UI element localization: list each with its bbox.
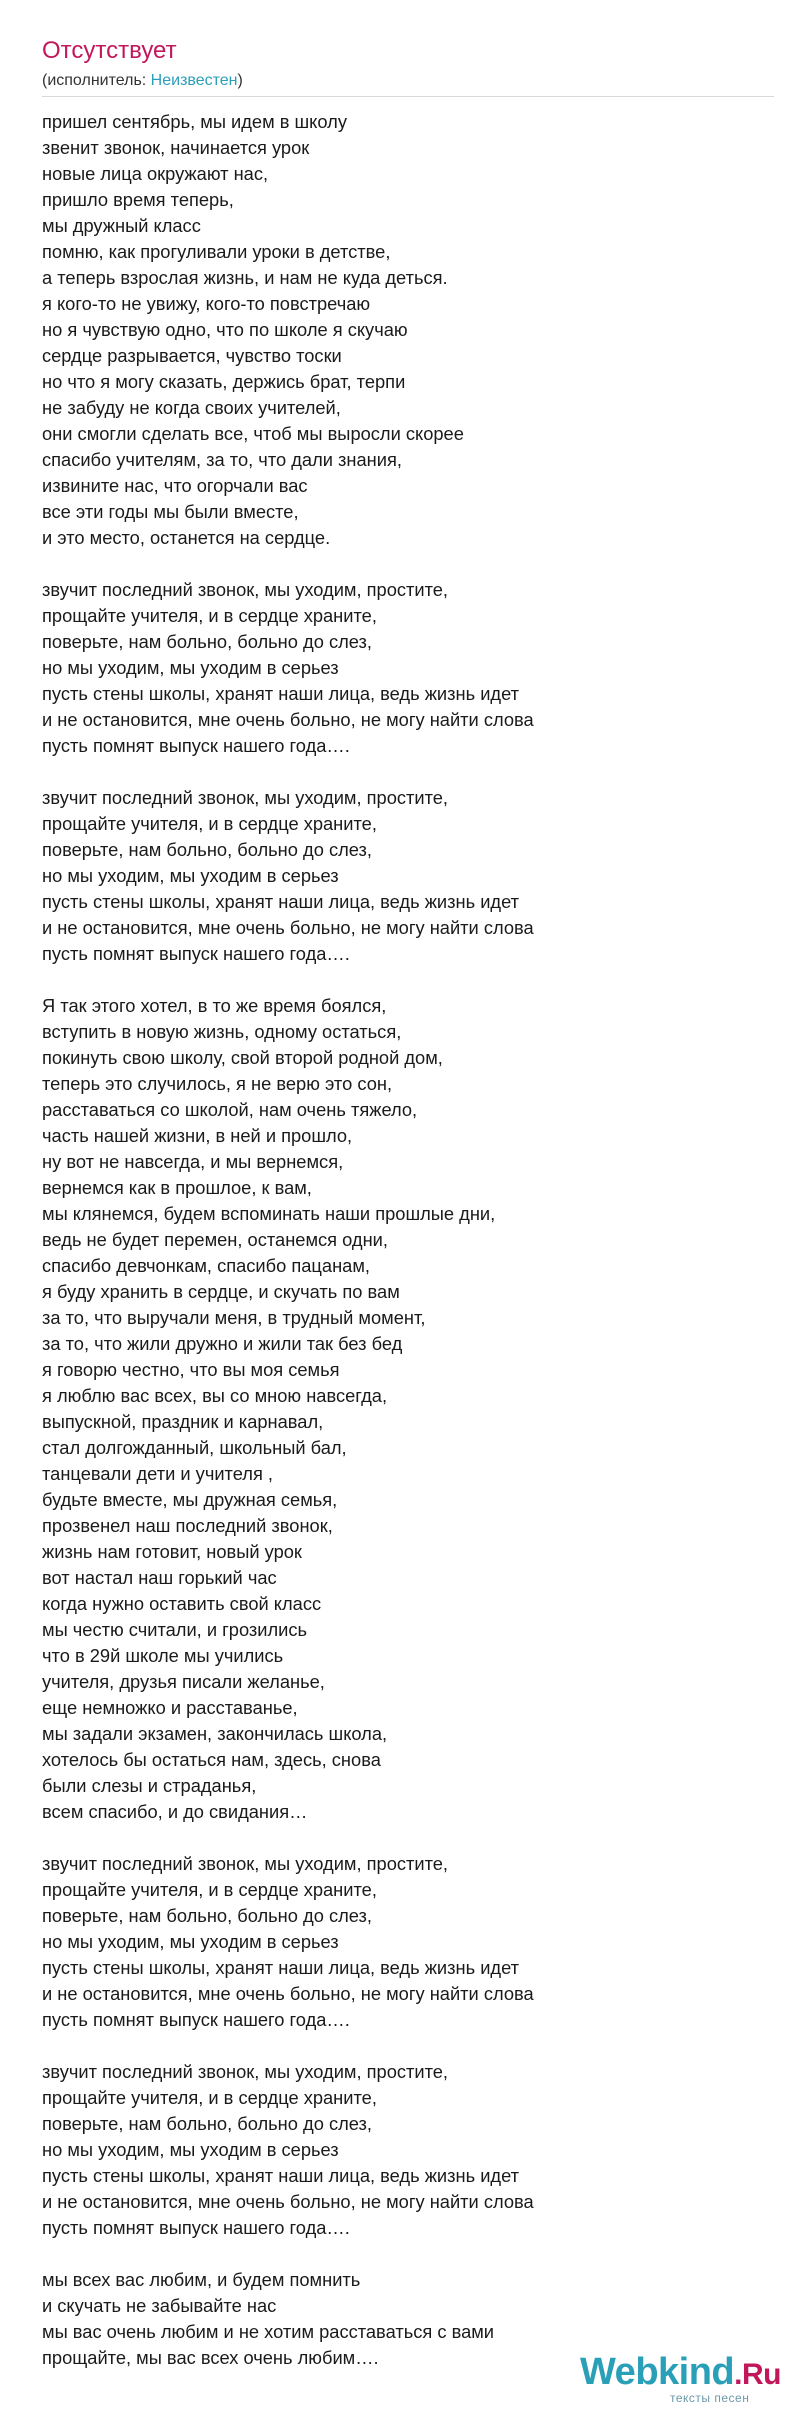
lyric-line: поверьте, нам больно, больно до слез, (42, 2113, 372, 2134)
lyric-line: я говорю честно, что вы моя семья (42, 1359, 340, 1380)
lyric-line: вот настал наш горький час (42, 1567, 277, 1588)
lyric-line: когда нужно оставить свой класс (42, 1593, 322, 1614)
lyrics-text (42, 109, 782, 2371)
lyric-line: я буду хранить в сердце, и скучать по вам (42, 1281, 400, 1302)
lyric-line: прощайте учителя, и в сердце храните, (42, 605, 377, 626)
lyric-line: мы всех вас любим, и будем помнить (42, 2269, 361, 2290)
lyric-line: но мы уходим, мы уходим в серьез (42, 2139, 339, 2160)
lyric-line: пусть помнят выпуск нашего года…. (42, 2009, 350, 2030)
lyric-line: прозвенел наш последний звонок, (42, 1515, 333, 1536)
lyrics-stanza (42, 109, 782, 551)
lyric-line: звенит звонок, начинается урок (42, 137, 310, 158)
lyrics-stanza (42, 785, 782, 967)
logo-web-text: Webkind (580, 2351, 735, 2393)
lyric-line: а теперь взрослая жизнь, и нам не куда деться. (42, 267, 448, 288)
lyric-line: что в 29й школе мы учились (42, 1645, 284, 1666)
lyric-line: прощайте, мы вас всех очень любим…. (42, 2347, 379, 2368)
lyric-line: вступить в новую жизнь, одному остаться, (42, 1021, 402, 1042)
lyric-line: помню, как прогуливали уроки в детстве, (42, 241, 391, 262)
lyric-line: спасибо учителям, за то, что дали знания, (42, 449, 402, 470)
lyric-line: прощайте учителя, и в сердце храните, (42, 1879, 377, 1900)
artist-prefix: (исполнитель: (42, 72, 151, 89)
lyrics-stanza (42, 993, 782, 1825)
lyric-line: не забуду не когда своих учителей, (42, 397, 341, 418)
lyrics-stanza (42, 1851, 782, 2033)
logo-tagline: тексты песен (670, 2391, 750, 2405)
lyric-line: и это место, останется на сердце. (42, 527, 331, 548)
song-title: Отсутствует (42, 37, 177, 64)
logo-wordmark (580, 2350, 781, 2397)
lyric-line: пришло время теперь, (42, 189, 234, 210)
lyric-line: все эти годы мы были вместе, (42, 501, 299, 522)
lyric-line: еще немножко и расставанье, (42, 1697, 298, 1718)
lyric-line: пришел сентябрь, мы идем в школу (42, 111, 347, 132)
lyric-line: теперь это случилось, я не верю это сон, (42, 1073, 393, 1094)
lyric-line: но что я могу сказать, держись брат, терпи (42, 371, 406, 392)
artist-suffix: ) (237, 72, 243, 89)
lyric-line: звучит последний звонок, мы уходим, простите, (42, 2061, 449, 2082)
lyric-line: жизнь нам готовит, новый урок (42, 1541, 302, 1562)
lyric-line: они смогли сделать все, чтоб мы выросли скорее (42, 423, 464, 444)
artist-link[interactable]: Неизвестен (150, 72, 238, 89)
lyric-line: я люблю вас всех, вы со мною навсегда, (42, 1385, 388, 1406)
lyric-line: поверьте, нам больно, больно до слез, (42, 1905, 372, 1926)
lyrics-stanza (42, 2059, 782, 2241)
lyric-line: сердце разрывается, чувство тоски (42, 345, 342, 366)
lyric-line: но мы уходим, мы уходим в серьез (42, 1931, 339, 1952)
lyric-line: поверьте, нам больно, больно до слез, (42, 631, 372, 652)
lyric-line: и скучать не забывайте нас (42, 2295, 277, 2316)
lyric-line: часть нашей жизни, в ней и прошло, (42, 1125, 353, 1146)
lyric-line: танцевали дети и учителя , (42, 1463, 274, 1484)
lyric-line: мы клянемся, будем вспоминать наши прошлые дни, (42, 1203, 496, 1224)
lyric-line: звучит последний звонок, мы уходим, простите, (42, 1853, 449, 1874)
lyric-line: и не остановится, мне очень больно, не могу найти слова (42, 917, 534, 938)
lyric-line: хотелось бы остаться нам, здесь, снова (42, 1749, 381, 1770)
lyric-line: я кого-то не увижу, кого-то повстречаю (42, 293, 371, 314)
lyric-line: всем спасибо, и до свидания… (42, 1801, 308, 1822)
lyric-line: новые лица окружают нас, (42, 163, 269, 184)
lyric-line: пусть помнят выпуск нашего года…. (42, 943, 350, 964)
lyric-line: Я так этого хотел, в то же время боялся, (42, 995, 387, 1016)
lyric-line: прощайте учителя, и в сердце храните, (42, 2087, 377, 2108)
lyric-line: и не остановится, мне очень больно, не могу найти слова (42, 1983, 534, 2004)
lyric-line: будьте вместе, мы дружная семья, (42, 1489, 338, 1510)
lyric-line: мы задали экзамен, закончилась школа, (42, 1723, 388, 1744)
lyric-line: пусть стены школы, хранят наши лица, ведь жизнь идет (42, 891, 520, 912)
lyric-line: прощайте учителя, и в сердце храните, (42, 813, 377, 834)
logo-ru-text: .Ru (734, 2358, 781, 2391)
lyric-line: учителя, друзья писали желанье, (42, 1671, 325, 1692)
lyric-line: но я чувствую одно, что по школе я скучаю (42, 319, 408, 340)
lyric-line: за то, что жили дружно и жили так без бед (42, 1333, 403, 1354)
lyrics-page (42, 36, 782, 2397)
lyric-line: но мы уходим, мы уходим в серьез (42, 865, 339, 886)
lyric-line: звучит последний звонок, мы уходим, простите, (42, 787, 449, 808)
lyric-line: мы дружный класс (42, 215, 201, 236)
lyric-line: мы вас очень любим и не хотим расставаться с вами (42, 2321, 495, 2342)
lyric-line: пусть стены школы, хранят наши лица, ведь жизнь идет (42, 2165, 520, 2186)
lyric-line: ведь не будет перемен, останемся одни, (42, 1229, 388, 1250)
lyric-line: звучит последний звонок, мы уходим, простите, (42, 579, 449, 600)
lyric-line: и не остановится, мне очень больно, не могу найти слова (42, 2191, 534, 2212)
lyric-line: были слезы и страданья, (42, 1775, 257, 1796)
lyric-line: спасибо девчонкам, спасибо пацанам, (42, 1255, 370, 1276)
lyric-line: мы честю считали, и грозились (42, 1619, 308, 1640)
lyric-line: извините нас, что огорчали вас (42, 475, 308, 496)
lyric-line: выпускной, праздник и карнавал, (42, 1411, 324, 1432)
lyric-line: покинуть свою школу, свой второй родной дом, (42, 1047, 443, 1068)
lyric-line: но мы уходим, мы уходим в серьез (42, 657, 339, 678)
lyric-line: пусть помнят выпуск нашего года…. (42, 735, 350, 756)
lyric-line: пусть стены школы, хранят наши лица, ведь жизнь идет (42, 1957, 520, 1978)
lyric-line: стал долгожданный, школьный бал, (42, 1437, 347, 1458)
lyric-line: и не остановится, мне очень больно, не могу найти слова (42, 709, 534, 730)
lyric-line: поверьте, нам больно, больно до слез, (42, 839, 372, 860)
lyric-line: пусть помнят выпуск нашего года…. (42, 2217, 350, 2238)
lyric-line: пусть стены школы, хранят наши лица, ведь жизнь идет (42, 683, 520, 704)
lyric-line: расставаться со школой, нам очень тяжело, (42, 1099, 418, 1120)
lyric-line: за то, что выручали меня, в трудный момент, (42, 1307, 426, 1328)
lyrics-stanza (42, 577, 782, 759)
header-divider (42, 96, 774, 97)
artist-line (42, 70, 782, 92)
lyric-line: вернемся как в прошлое, к вам, (42, 1177, 312, 1198)
webkind-logo[interactable] (580, 2350, 780, 2410)
lyric-line: ну вот не навсегда, и мы вернемся, (42, 1151, 344, 1172)
